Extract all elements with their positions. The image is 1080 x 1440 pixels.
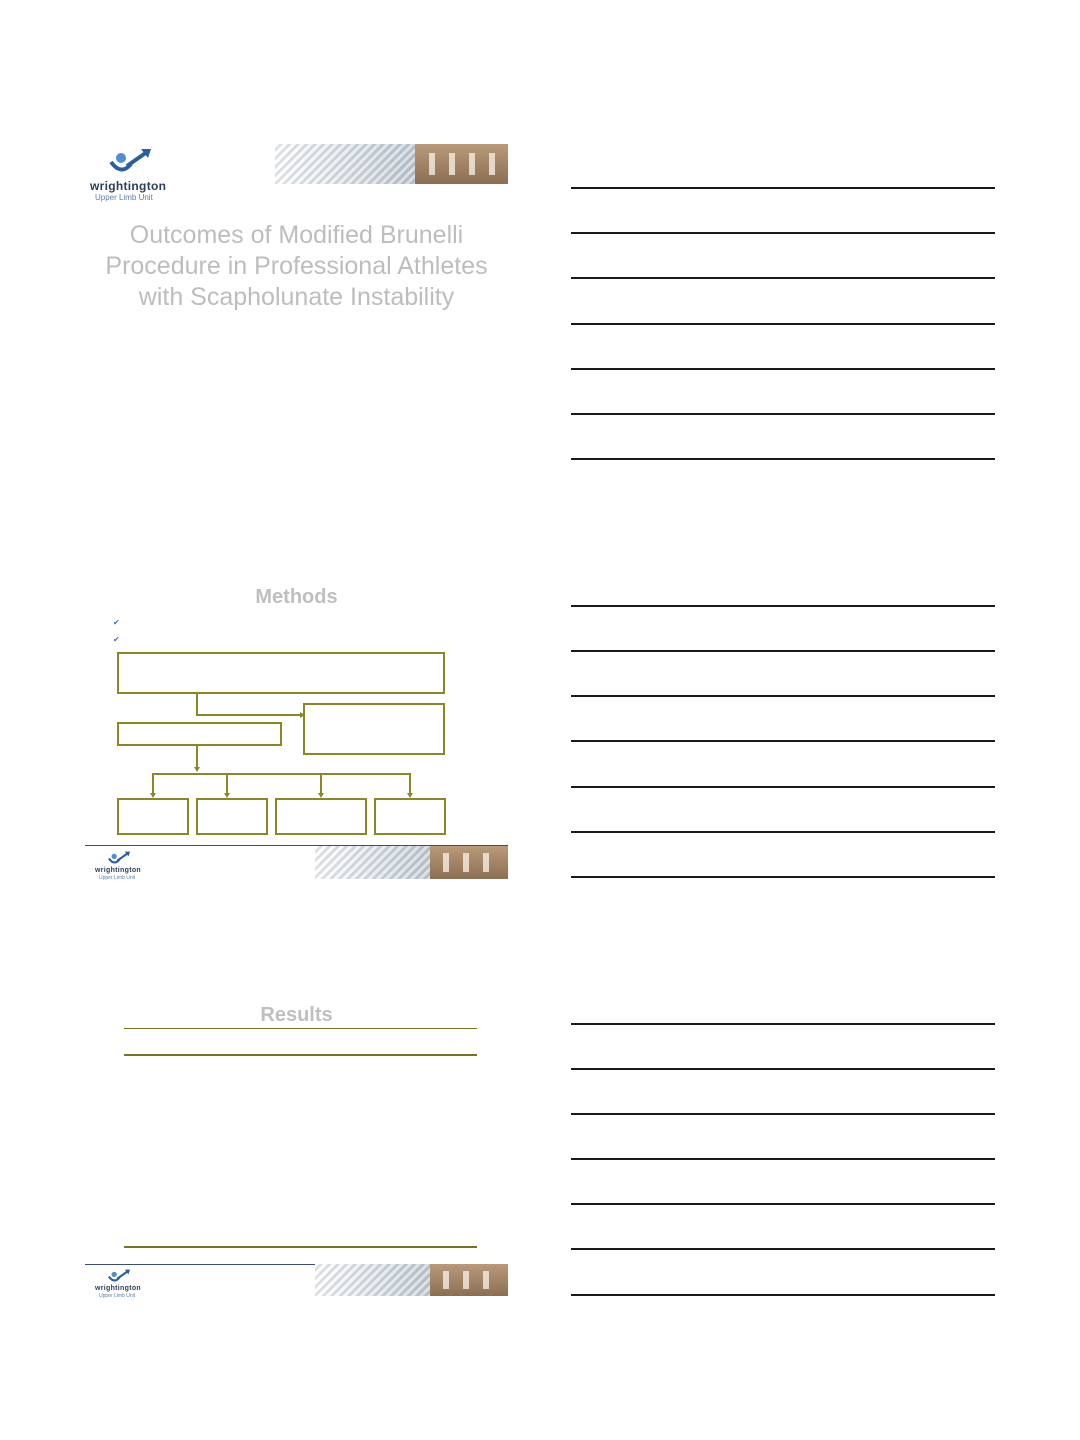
check-icon: ✔ [113,635,120,644]
arrow-down-icon [194,767,200,772]
table-header-rule [124,1054,477,1056]
title-slide [85,140,508,560]
note-line [571,1113,995,1115]
logo-subtitle: Upper Limb Unit [99,1293,136,1299]
logo-name: wrightington [95,1285,141,1292]
results-heading: Results [260,1004,333,1026]
logo-subtitle: Upper Limb Unit [95,193,153,202]
flowchart-connector [409,773,411,795]
footer-logo [93,850,153,880]
note-line [571,368,995,370]
flowchart-box-excluded [303,703,445,755]
header-building-image [415,144,508,184]
check-icon: ✔ [113,618,120,627]
flowchart-connector [196,694,198,716]
methods-slide [85,578,508,882]
flowchart-connector [320,773,322,795]
logo [85,146,165,200]
methods-heading: Methods [255,586,338,608]
wrightington-logo-icon [107,146,157,180]
note-line [571,458,995,460]
note-line [571,413,995,415]
note-line [571,650,995,652]
note-line [571,876,995,878]
table-top-rule [124,1028,477,1029]
footer-building-image [430,846,508,879]
note-line [571,1023,995,1025]
logo-name: wrightington [90,179,167,193]
note-line [571,1294,995,1296]
logo-subtitle: Upper Limb Unit [99,875,136,881]
note-line [571,1068,995,1070]
flowchart-box-middle [117,722,282,746]
note-line [571,605,995,607]
flowchart-box-outcome [275,798,367,835]
note-line [571,1158,995,1160]
note-line [571,232,995,234]
table-bottom-rule [124,1246,477,1248]
flowchart-box-top [117,652,445,694]
flowchart-connector [226,773,228,795]
flowchart-connector [152,773,410,775]
wrightington-logo-icon [105,1268,135,1286]
note-line [571,277,995,279]
note-line [571,1203,995,1205]
flowchart-connector [152,773,154,795]
note-line [571,187,995,189]
flowchart-box-outcome [196,798,268,835]
slide-title: Outcomes of Modified Brunelli Procedure in Professional Athletes with Scapholunate Instability [105,221,488,311]
note-line [571,1248,995,1250]
note-line [571,323,995,325]
flowchart-box-outcome [117,798,189,835]
logo-name: wrightington [95,867,141,874]
note-line [571,831,995,833]
note-line [571,695,995,697]
results-slide [85,996,508,1298]
flowchart-connector [197,714,301,716]
note-line [571,786,995,788]
footer-logo [93,1268,153,1298]
flowchart-box-outcome [374,798,446,835]
wrightington-logo-icon [105,850,135,868]
note-line [571,740,995,742]
footer-building-image [430,1264,508,1296]
